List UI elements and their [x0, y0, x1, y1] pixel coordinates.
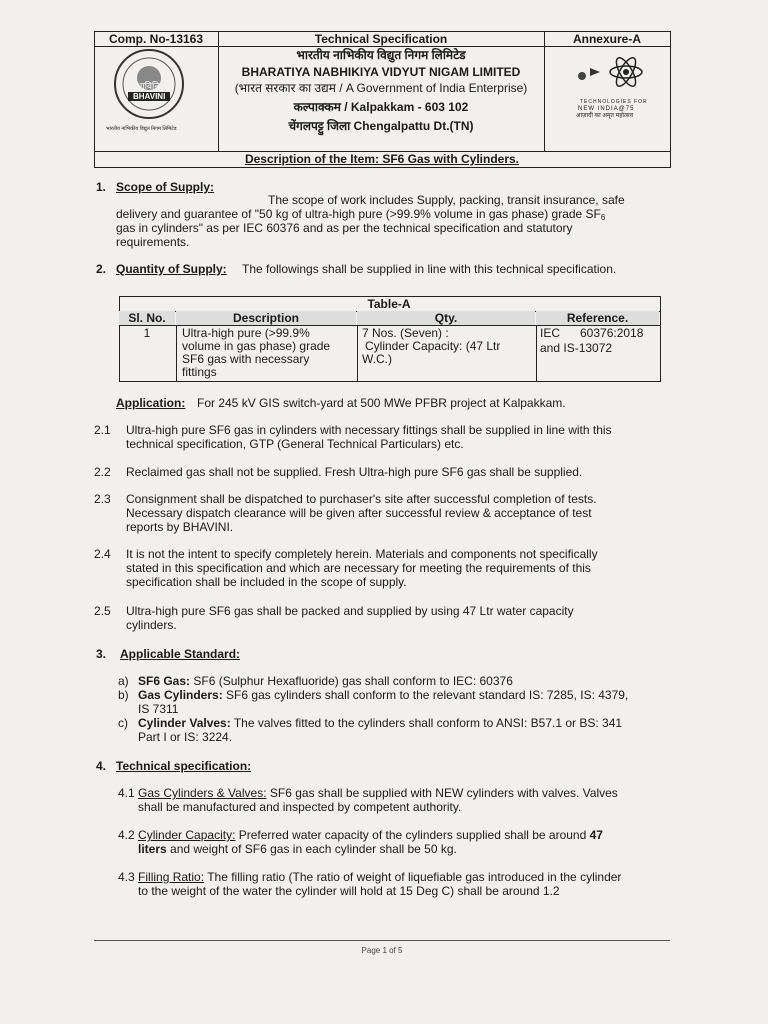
scope-line-2: delivery and guarantee of "50 kg of ultra-high pure (>99.9% volume in gas phase) grade $SF_6$	[116, 207, 606, 222]
table-title: Table-A	[367, 297, 411, 311]
std-c-line-2: Part I or IS: 3224.	[138, 730, 233, 744]
item-2-3-line-3: reports by BHAVINI.	[126, 520, 234, 534]
page-number: Page 1 of 5	[361, 946, 403, 955]
std-a-label: a)	[118, 674, 129, 688]
row-desc-1: Ultra-high pure (>99.9%	[182, 326, 310, 340]
spec-4-2: 4.2 Cylinder Capacity: Preferred water capacity of the cylinders supplied shall be around 47	[118, 828, 603, 842]
spec-4-1: 4.1 Gas Cylinders & Valves: SF6 gas shall be supplied with NEW cylinders with valves. Valves	[118, 786, 618, 800]
row-qty-1: 7 Nos. (Seven) :	[362, 326, 449, 340]
item-description: Description of the Item: SF6 Gas with Cylinders.	[244, 152, 520, 166]
hindi-company-name: भारतीय नाभिकीय विद्युत निगम लिमिटेड	[296, 48, 466, 62]
item-2-2-line-1: Reclaimed gas shall not be supplied. Fresh Ultra-high pure SF6 gas shall be supplied.	[126, 465, 583, 479]
item-2-1-line-1: Ultra-high pure SF6 gas in cylinders with necessary fittings shall be supplied in line with this	[126, 423, 612, 437]
item-2-4-line-3: specification shall be included in the scope of supply.	[126, 575, 407, 589]
row-qty-2: Cylinder Capacity: (47 Ltr	[365, 339, 501, 353]
std-c: Cylinder Valves: The valves fitted to the cylinders shall conform to ANSI: B57.1 or BS: 341	[138, 716, 623, 730]
row-ref-1: IEC 60376:2018	[540, 326, 644, 340]
section-2-number: 2.	[96, 262, 107, 276]
address: कल्पाक्कम / Kalpakkam - 603 102	[293, 100, 469, 114]
govt-enterprise: (भारत सरकार का उद्यम / A Government of India Enterprise)	[234, 81, 528, 95]
section-1-title: Scope of Supply:	[116, 180, 215, 194]
tech-spec-title: Technical Specification	[314, 32, 448, 46]
std-a: SF6 Gas: SF6 (Sulphur Hexafluoride) gas shall conform to IEC: 60376	[138, 674, 513, 688]
std-b: Gas Cylinders: SF6 gas cylinders shall conform to the relevant standard IS: 7285, IS: 4379,	[138, 688, 629, 702]
annexure-label: Annexure-A	[572, 32, 641, 46]
spec-4-3-line-2: to the weight of the water the cylinder will hold at 15 Deg C) shall be around 1.2	[138, 884, 560, 898]
spec-4-3: 4.3 Filling Ratio: The filling ratio (The ratio of weight of liquefiable gas introduced in the cylinder	[118, 870, 622, 884]
row-desc-4: fittings	[182, 365, 217, 379]
section-4-number: 4.	[96, 759, 107, 773]
logo-right-line2: NEW INDIA@75	[578, 106, 635, 112]
section-1-number: 1.	[96, 180, 107, 194]
std-c-label: c)	[118, 716, 128, 730]
col-header-description: Description	[176, 311, 356, 325]
district: चेंगलपट्टु जिला Chengalpattu Dt.(TN)	[288, 119, 474, 133]
spec-4-1-line-2: shall be manufactured and inspected by competent authority.	[138, 800, 462, 814]
logo-subtitle: भारतीय नाभिकीय विद्युत निगम लिमिटेड	[106, 126, 177, 132]
col-header-slno: Sl. No.	[119, 311, 175, 325]
logo-right-line1: TECHNOLOGIES FOR	[580, 99, 648, 105]
item-2-1-number: 2.1	[94, 423, 111, 437]
logo-right-line3: आज़ादी का अमृत महोत्सव	[576, 113, 634, 119]
row-ref-2: and IS-13072	[540, 341, 613, 355]
india75-logo	[572, 52, 660, 122]
scope-line-4: requirements.	[116, 235, 190, 249]
row-desc-3: SF6 gas with necessary	[182, 352, 310, 366]
item-2-3-line-1: Consignment shall be dispatched to purchaser's site after successful completion of tests.	[126, 492, 597, 506]
application-label: Application:	[116, 396, 186, 410]
scope-line-1: The scope of work includes Supply, packing, transit insurance, safe	[268, 193, 625, 207]
section-2-text: The followings shall be supplied in line with this technical specification.	[242, 262, 617, 276]
item-2-4-line-2: stated in this specification and which are necessary for meeting the requirements of this	[126, 561, 591, 575]
row-desc-2: volume in gas phase) grade	[182, 339, 331, 353]
comp-number: Comp. No-13163	[108, 32, 204, 46]
section-3-title: Applicable Standard:	[120, 647, 241, 661]
section-2-title: Quantity of Supply:	[116, 262, 227, 276]
item-2-3-line-2: Necessary dispatch clearance will be given after successful review & acceptance of test	[126, 506, 592, 520]
item-2-4-number: 2.4	[94, 547, 111, 561]
col-header-qty: Qty.	[357, 311, 535, 325]
std-b-label: b)	[118, 688, 129, 702]
item-2-1-line-2: technical specification, GTP (General Technical Particulars) etc.	[126, 437, 464, 451]
logo-text: BHAVINI	[133, 92, 166, 101]
item-2-5-line-2: cylinders.	[126, 618, 177, 632]
row-qty-3: W.C.)	[362, 352, 392, 366]
company-name: BHARATIYA NABHIKIYA VIDYUT NIGAM LIMITED	[241, 65, 521, 79]
std-b-line-2: IS 7311	[138, 702, 179, 716]
spec-4-2-line-2: liters and weight of SF6 gas in each cylinder shall be 50 kg.	[138, 842, 457, 856]
item-2-5-number: 2.5	[94, 604, 111, 618]
row-slno: 1	[143, 326, 151, 340]
footer-divider	[94, 940, 670, 941]
scope-line-3: gas in cylinders" as per IEC 60376 and as per the technical specification and statutory	[116, 221, 573, 235]
col-header-reference: Reference.	[536, 311, 659, 325]
item-2-5-line-1: Ultra-high pure SF6 gas shall be packed and supplied by using 47 Ltr water capacity	[126, 604, 574, 618]
section-4-title: Technical specification:	[116, 759, 252, 773]
item-2-3-number: 2.3	[94, 492, 111, 506]
section-3-number: 3.	[96, 647, 107, 661]
bhavini-logo	[100, 48, 198, 134]
item-2-4-line-1: It is not the intent to specify completely herein. Materials and components not specifically	[126, 547, 598, 561]
logo-hindi: भाविनि	[136, 81, 160, 91]
item-2-2-number: 2.2	[94, 465, 111, 479]
application-text: For 245 kV GIS switch-yard at 500 MWe PFBR project at Kalpakkam.	[197, 396, 566, 410]
